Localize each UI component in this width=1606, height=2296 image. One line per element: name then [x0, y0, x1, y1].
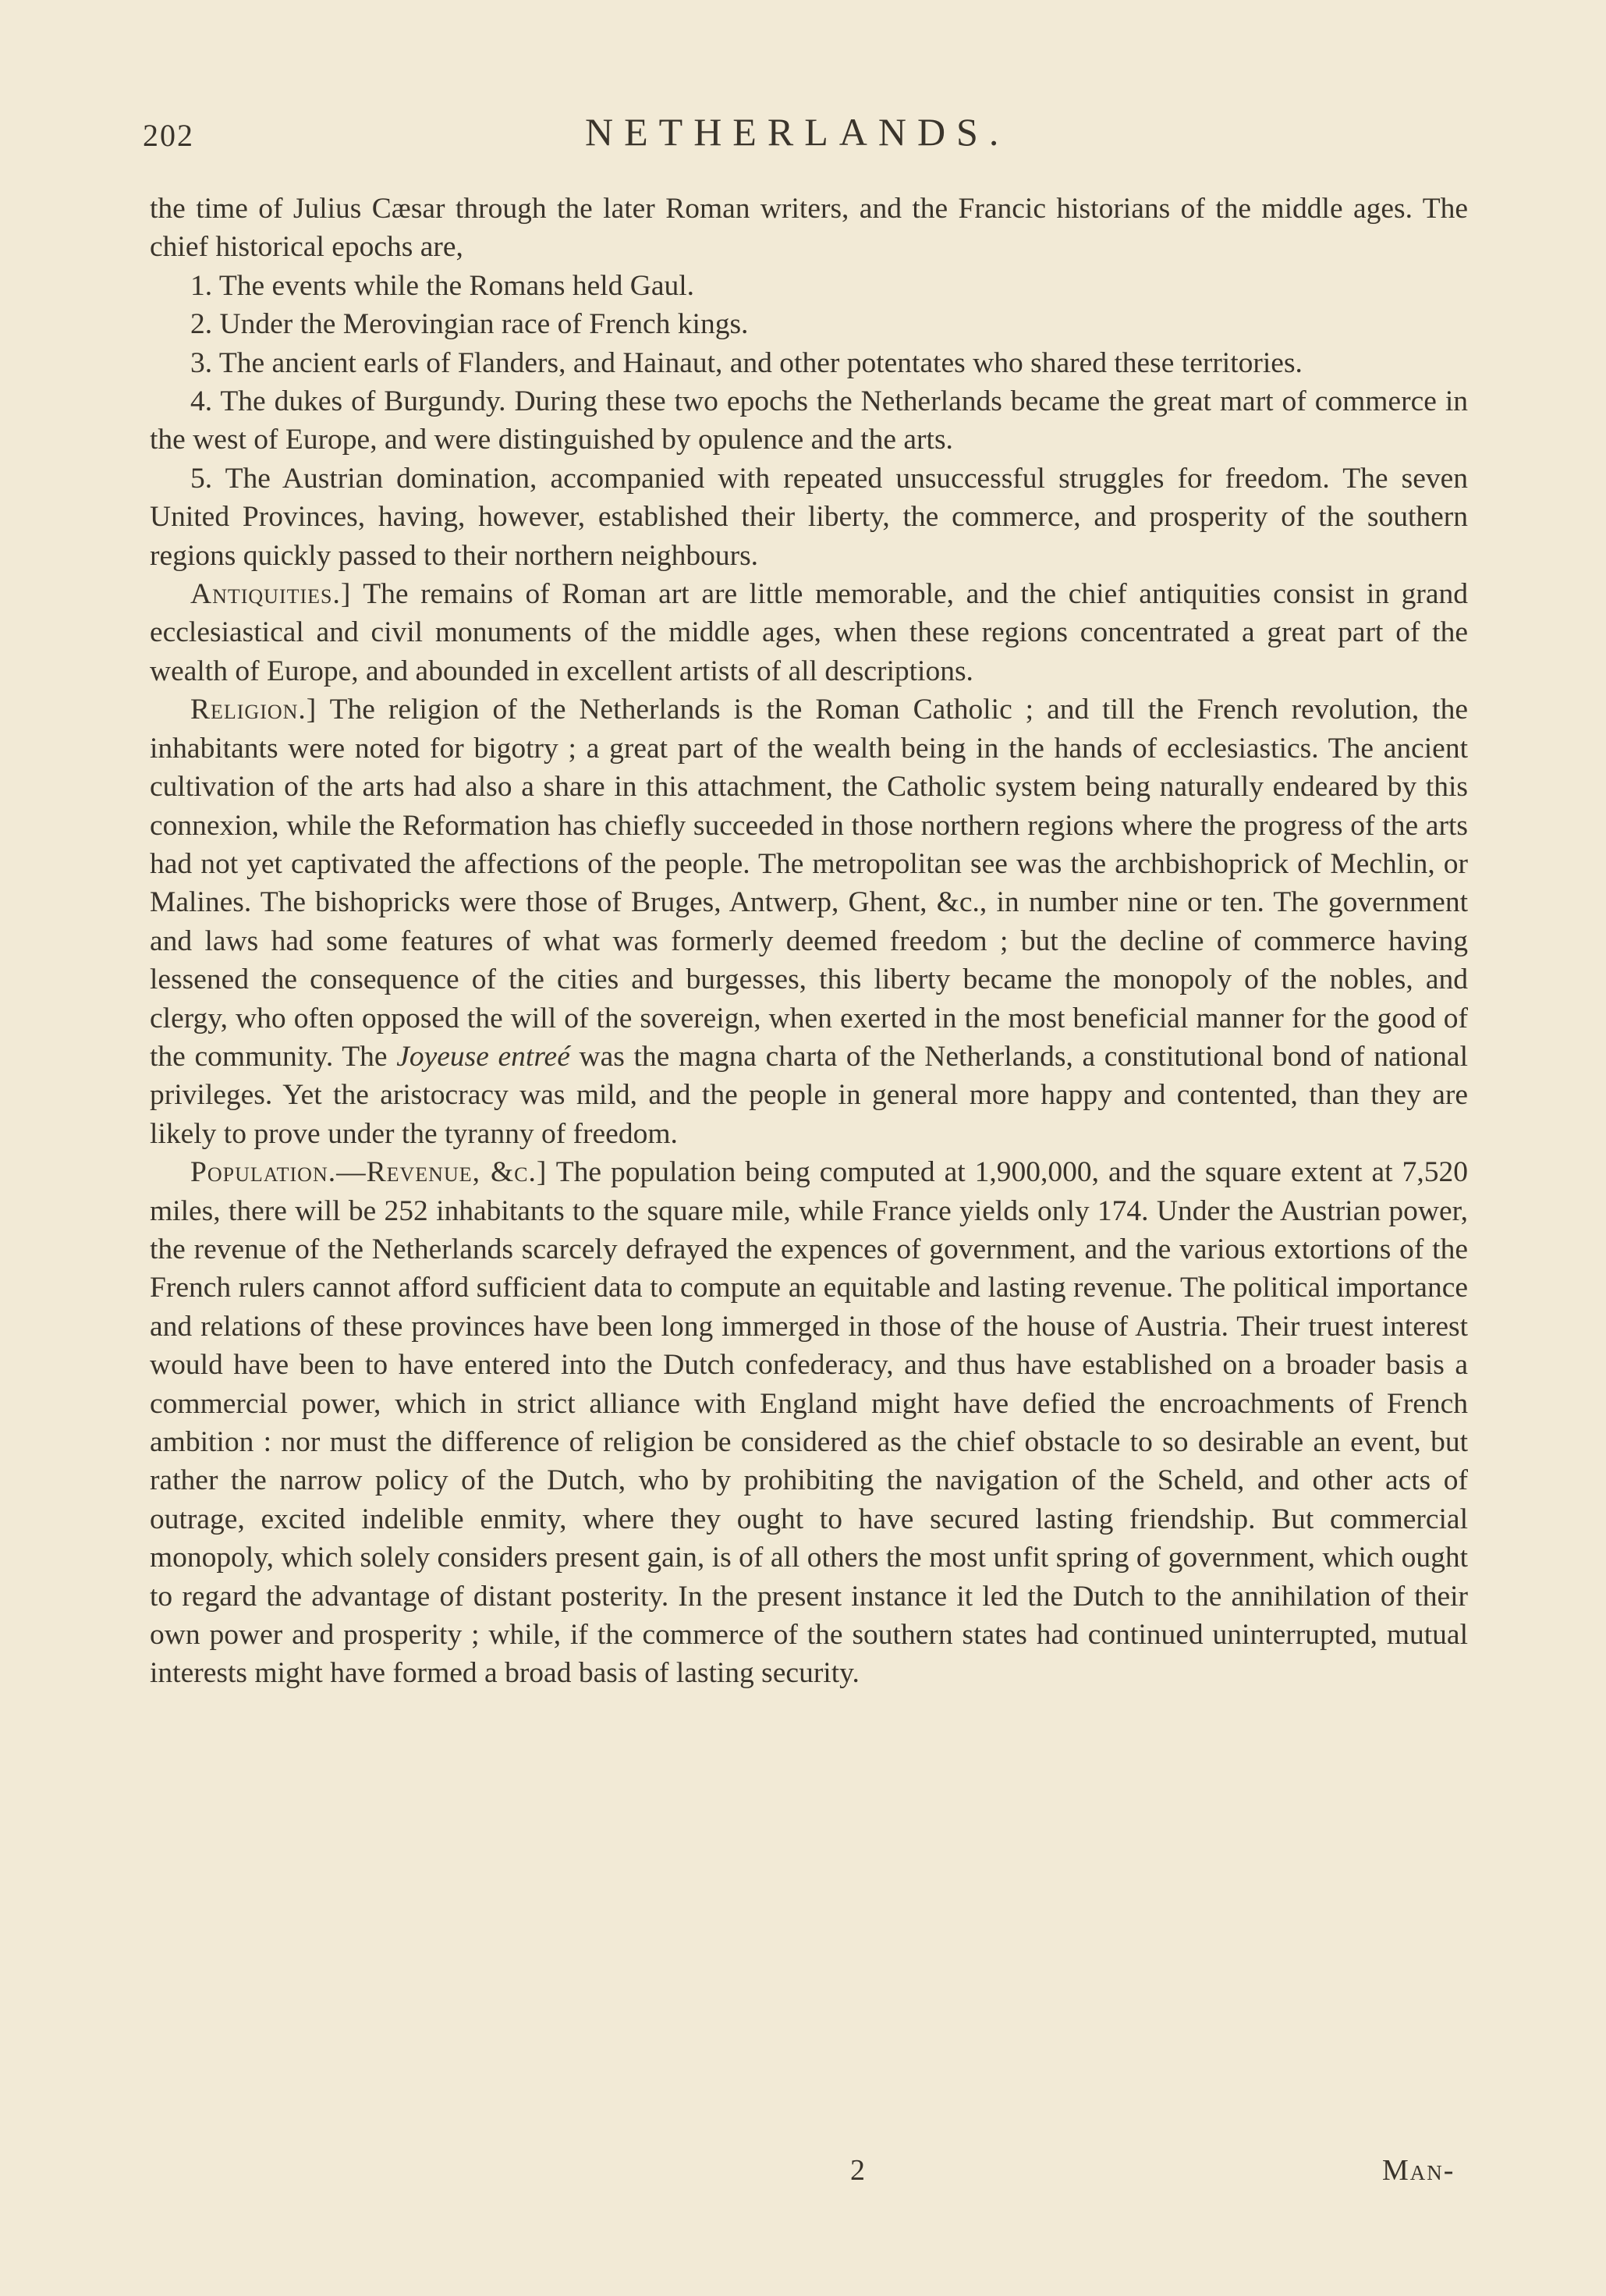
- text-run: was the magna charta of the Netherlands, a constitutional bond of national privileges. Yet the aristocracy was mild, and the people in general more happy and contented, than they are likely to prove under the tyranny of freedom.: [150, 1040, 1468, 1150]
- paragraph-religion: [150, 690, 1468, 1153]
- italic-term: Joyeuse entreé: [396, 1040, 570, 1073]
- section-heading-religion: Religion.]: [190, 694, 317, 726]
- epoch-item-2: [150, 305, 1468, 343]
- epoch-item-4: [150, 382, 1468, 460]
- text-run: 5. The Austrian domination, accompanied with repeated unsuccessful struggles for freedom. The seven United Provinces, having, however, established their liberty, the commerce, and prosperity of the southern regions quickly passed to their northern neighbours.: [150, 462, 1468, 572]
- running-title: NETHERLANDS.: [585, 110, 1010, 154]
- paragraph-antiquities: [150, 575, 1468, 690]
- body-text: [150, 190, 1468, 1693]
- page-header: [0, 109, 1606, 164]
- page-number: 202: [143, 118, 194, 153]
- signature-mark: 2: [850, 2154, 865, 2187]
- catchword: Man-: [1382, 2154, 1455, 2187]
- paragraph-intro: [150, 190, 1468, 267]
- text-run: 4. The dukes of Burgundy. During these two epochs the Netherlands became the great mart of commerce in the west of Europe, and were distinguished by opulence and the arts.: [150, 385, 1468, 456]
- text-run: the time of Julius Cæsar through the later Roman writers, and the Francic historians of the middle ages. The chief historical epochs are,: [150, 193, 1468, 264]
- epoch-item-3: [150, 344, 1468, 382]
- text-run: The population being computed at 1,900,000, and the square extent at 7,520 miles, there will be 252 inhabitants to the square mile, while France yields only 174. Under the Austrian power, the revenue of the Netherlands scarcely defrayed the expences of government, and the various extortions of the French rulers cannot afford sufficient data to compute an equitable and lasting revenue. The political importance and relations of these provinces have been long immerged in those of the house of Austria. Their truest interest would have been to have entered into the Dutch confederacy, and thus have established on a broader basis a commercial power, which in strict alliance with England might have defied the encroachments of French ambition : nor must the difference of religion be considered as the chief obstacle to so desirable an event, but rather the narrow policy of the Dutch, who by prohibiting the navigation of the Scheld, and other acts of outrage, excited indelible enmity, where they ought to have secured lasting friendship. But commercial monopoly, which solely considers present gain, is of all others the most unfit spring of government, which ought to regard the advantage of distant posterity. In the present instance it led the Dutch to the annihilation of their own power and prosperity ; while, if the commerce of the southern states had continued uninterrupted, mutual interests might have formed a broad basis of lasting security.: [150, 1156, 1468, 1690]
- section-heading-population-revenue: Population.—Revenue, &c.]: [190, 1156, 548, 1189]
- text-run: 3. The ancient earls of Flanders, and Hainaut, and other potentates who shared these territories.: [190, 346, 1303, 379]
- text-run: The remains of Roman art are little memorable, and the chief antiquities consist in grand ecclesiastical and civil monuments of the middle ages, when these regions concentrated a great part of the wealth of Europe, and abounded in excellent artists of all descriptions.: [150, 578, 1468, 687]
- paragraph-population-revenue: [150, 1153, 1468, 1693]
- page-footer: [0, 2153, 1606, 2200]
- section-heading-antiquities: Antiquities.]: [190, 578, 352, 611]
- epoch-item-5: [150, 460, 1468, 575]
- text-run: 2. Under the Merovingian race of French kings.: [190, 308, 749, 341]
- text-run: 1. The events while the Romans held Gaul.: [190, 269, 695, 302]
- text-run: The religion of the Netherlands is the Roman Catholic ; and till the French revolution, the inhabitants were noted for bigotry ; a great part of the wealth being in the hands of ecclesiastics. The ancient cultivation of the arts had also a share in this attachment, the Catholic system being naturally endeared by this connexion, while the Reformation has chiefly succeeded in those northern regions where the progress of the arts had not yet captivated the affections of the people. The metropolitan see was the archbishoprick of Mechlin, or Malines. The bishopricks were those of Bruges, Antwerp, Ghent, &c., in number nine or ten. The government and laws had some features of what was formerly deemed freedom ; but the decline of commerce having lessened the consequence of the cities and burgesses, this liberty became the monopoly of the nobles, and clergy, who often opposed the will of the sovereign, when exerted in the most beneficial manner for the good of the community. The: [150, 694, 1468, 1073]
- epoch-item-1: [150, 267, 1468, 305]
